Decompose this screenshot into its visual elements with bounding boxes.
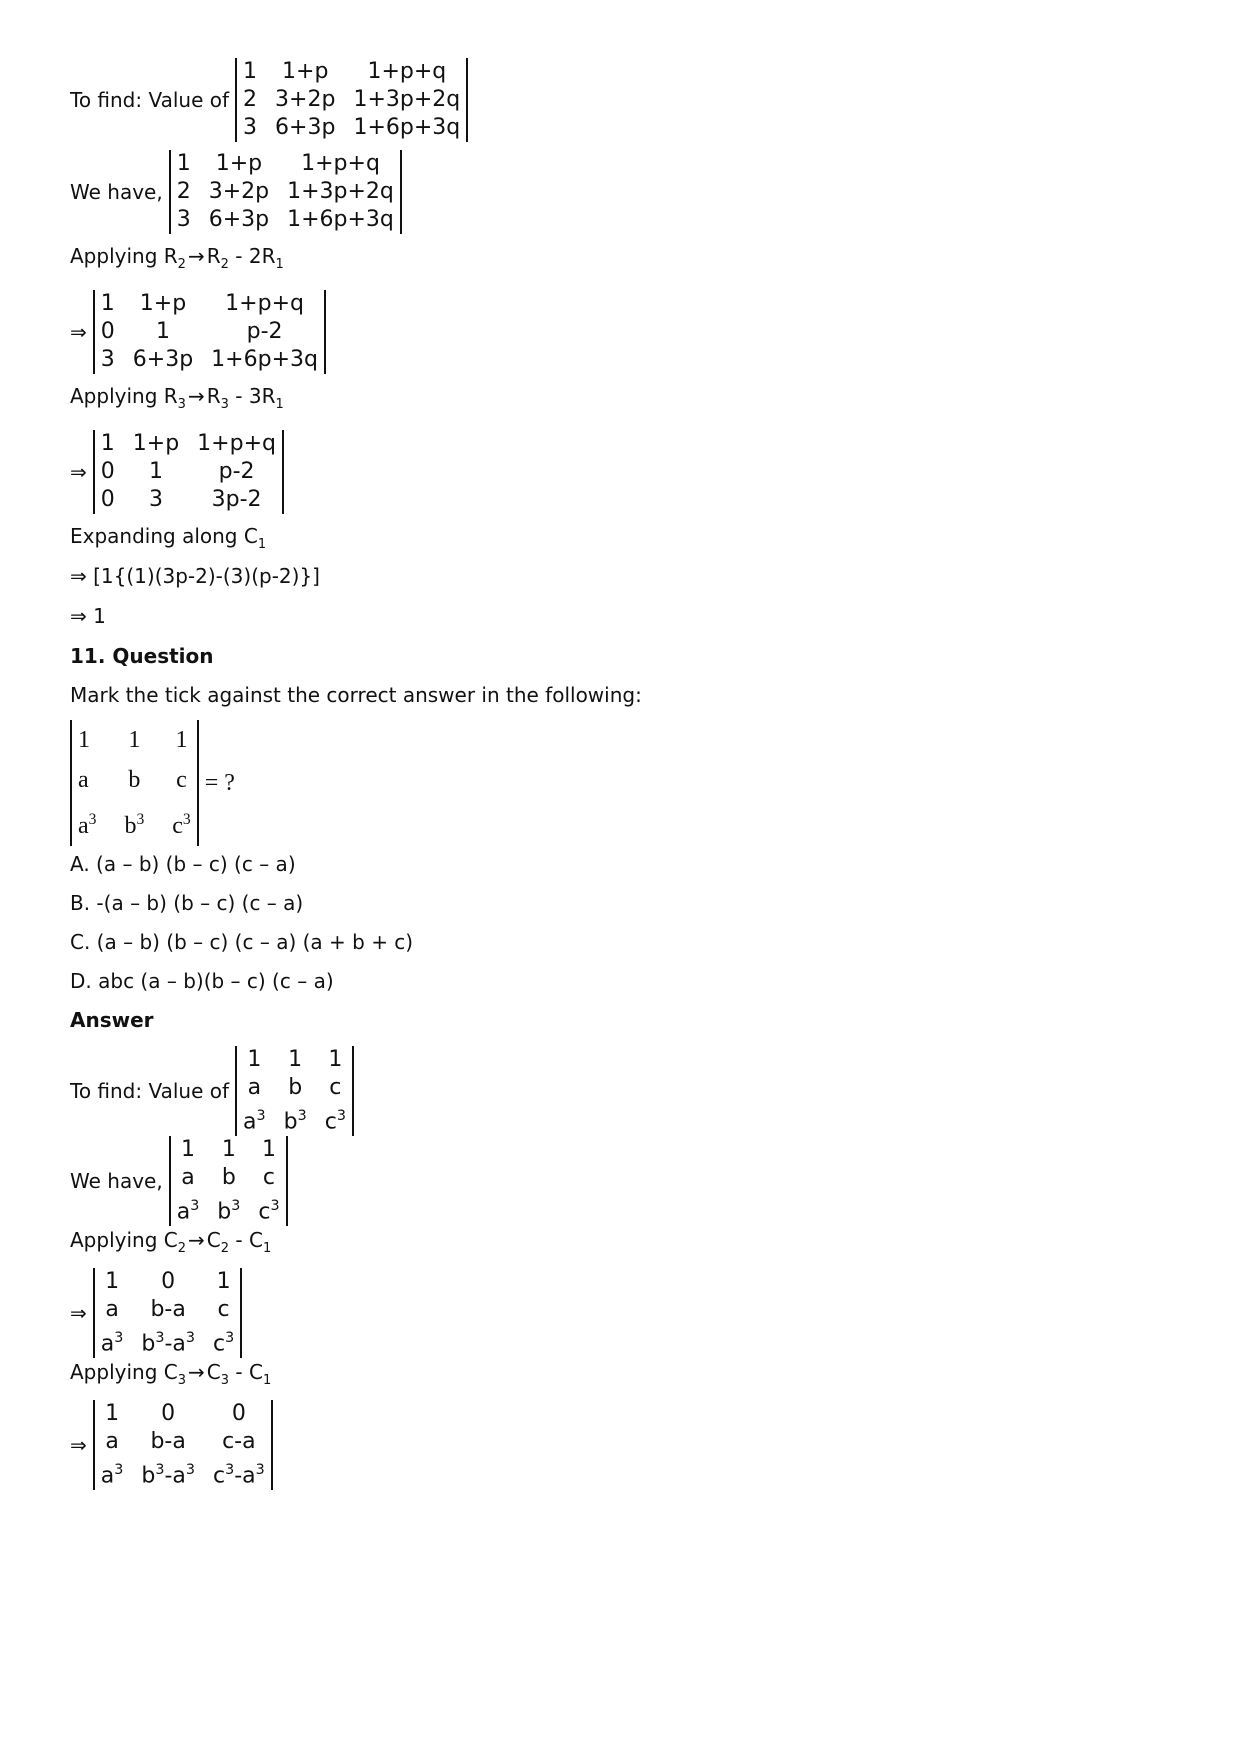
implies-symbol: ⇒ [70, 1433, 87, 1458]
matrix-cell: 1 [100, 431, 115, 456]
matrix-cell: 1+p [132, 431, 180, 456]
matrix-cell: 1 [148, 459, 163, 484]
question-row [70, 720, 235, 846]
step1-row [70, 290, 326, 374]
matrix-cell: c [176, 767, 187, 793]
question-instruction: Mark the tick against the correct answer in the following: [70, 683, 642, 707]
step-rhs: $R_3 - 3R_1$ [206, 384, 284, 412]
matrix-cell: a [181, 1165, 195, 1190]
step-lhs: $R_3$ [163, 384, 186, 412]
matrix-cell: c [262, 1165, 276, 1190]
step-rhs: $C_2 - C_1$ [206, 1228, 272, 1256]
we-have-label: We have, [70, 180, 163, 204]
matrix-cell: b-a [150, 1297, 186, 1322]
matrix-cell: 6+3p [275, 115, 336, 140]
we-have-row [70, 150, 402, 234]
step-label: Applying [70, 1360, 158, 1384]
step-rhs: $C_3 - C_1$ [206, 1360, 272, 1388]
matrix-cell: $a^3$ [78, 811, 97, 839]
matrix-cell: b [221, 1165, 236, 1190]
option-c: C. (a – b) (b – c) (c – a) (a + b + c) [70, 930, 414, 954]
matrix-cell: 1 [221, 1137, 236, 1162]
expansion-line: ⇒ [1{(1)(3p-2)-(3)(p-2)}] [70, 564, 320, 588]
result-line: ⇒ 1 [70, 604, 106, 628]
matrix-cell: 6+3p [208, 207, 270, 232]
determinant-answer-step1 [93, 1268, 242, 1358]
step-lhs: $C_3$ [163, 1360, 187, 1388]
arrow-icon: → [187, 384, 205, 408]
matrix-cell: 3+2p [275, 87, 336, 112]
implies-symbol: ⇒ [70, 460, 87, 484]
matrix-cell: 2 [243, 87, 258, 112]
step-c3 [70, 1360, 271, 1393]
step-label: Applying [70, 384, 158, 408]
determinant-step2 [93, 430, 284, 514]
matrix-cell: 1+6p+3q [287, 207, 394, 232]
matrix-cell: $c^3$ [172, 811, 191, 839]
matrix-cell: 3 [243, 115, 258, 140]
matrix-cell: 0 [100, 487, 115, 512]
answer-to-find-row [70, 1046, 354, 1136]
matrix-cell: 1+p+q [301, 151, 380, 176]
matrix-cell: 3 [148, 487, 163, 512]
matrix-cell: $b^3-a^3$ [141, 1330, 195, 1357]
matrix-cell: $b^3$ [124, 811, 145, 839]
determinant-we-have [169, 150, 402, 234]
we-have-label: We have, [70, 1169, 163, 1194]
answer-step2-row [70, 1400, 273, 1490]
matrix-cell: $c^3$ [258, 1198, 280, 1225]
matrix-cell: 1 [78, 727, 90, 753]
matrix-cell: 1 [105, 1401, 120, 1426]
determinant-answer-we-have [169, 1136, 288, 1226]
step-lhs: $R_2$ [163, 244, 186, 272]
arrow-icon: → [188, 1228, 205, 1252]
matrix-cell: b [128, 767, 141, 793]
matrix-cell: p-2 [246, 319, 283, 344]
matrix-cell: 1+6p+3q [353, 115, 461, 140]
matrix-cell: 1+3p+2q [287, 179, 394, 204]
matrix-cell: 1+p [215, 151, 263, 176]
matrix-cell: 1 [216, 1269, 231, 1294]
step-c2 [70, 1228, 271, 1261]
matrix-cell: 1+p+q [367, 59, 447, 84]
implies-symbol: ⇒ [70, 320, 87, 344]
arrow-icon: → [188, 1360, 205, 1384]
matrix-cell: $a^3$ [243, 1108, 266, 1135]
matrix-cell: 1 [128, 727, 141, 753]
matrix-cell: 0 [231, 1401, 246, 1426]
step-label: Applying [70, 1228, 158, 1252]
matrix-cell: a [78, 767, 89, 793]
to-find-row [70, 58, 468, 142]
matrix-cell: 3p-2 [211, 487, 262, 512]
matrix-cell: 1 [261, 1137, 276, 1162]
matrix-cell: $a^3$ [100, 1462, 124, 1489]
matrix-cell: 6+3p [132, 347, 194, 372]
implies-symbol: ⇒ [70, 1301, 87, 1326]
matrix-cell: 1+p+q [197, 431, 276, 456]
step2-row [70, 430, 284, 514]
question-heading: 11. Question [70, 644, 214, 668]
determinant-step1 [93, 290, 326, 374]
matrix-cell: 3 [176, 207, 191, 232]
matrix-cell: a [105, 1297, 119, 1322]
matrix-cell: 1+p+q [225, 291, 304, 316]
matrix-cell: 3+2p [208, 179, 270, 204]
matrix-cell: 1 [247, 1047, 262, 1072]
matrix-cell: 1 [328, 1047, 343, 1072]
matrix-cell: 2 [176, 179, 191, 204]
step-lhs: $C_2$ [163, 1228, 187, 1256]
step-r3 [70, 384, 284, 417]
matrix-cell: $c^3$ [212, 1330, 235, 1357]
matrix-cell: 1 [176, 151, 191, 176]
matrix-cell: c [217, 1297, 230, 1322]
option-a: A. (a – b) (b – c) (c – a) [70, 852, 296, 876]
matrix-cell: 1+3p+2q [353, 87, 461, 112]
answer-heading: Answer [70, 1008, 154, 1032]
equals-question: = ? [204, 769, 235, 796]
matrix-cell: b-a [150, 1429, 186, 1454]
determinant-initial [235, 58, 468, 142]
matrix-cell: 1+6p+3q [211, 347, 318, 372]
matrix-cell: 0 [100, 459, 115, 484]
option-b: B. -(a – b) (b – c) (c – a) [70, 891, 304, 915]
matrix-cell: a [247, 1075, 262, 1100]
step-r2 [70, 244, 284, 277]
matrix-cell: 1 [105, 1269, 120, 1294]
matrix-cell: 1 [175, 727, 188, 753]
step-rhs: $R_2 - 2R_1$ [206, 244, 284, 272]
matrix-cell: 1 [100, 291, 115, 316]
answer-step1-row [70, 1268, 242, 1358]
matrix-cell: 0 [161, 1269, 176, 1294]
matrix-cell: 1 [181, 1137, 195, 1162]
matrix-cell: $b^3-a^3$ [141, 1462, 195, 1489]
matrix-cell: $a^3$ [100, 1330, 124, 1357]
matrix-cell: $c^3$ [324, 1108, 346, 1135]
matrix-cell: 1+p [139, 291, 187, 316]
determinant-answer-step2 [93, 1400, 273, 1490]
matrix-cell: b [288, 1075, 303, 1100]
matrix-cell: c [329, 1075, 342, 1100]
matrix-cell: $a^3$ [176, 1198, 200, 1225]
matrix-cell: $b^3$ [283, 1108, 307, 1135]
matrix-cell: 1 [288, 1047, 303, 1072]
matrix-cell: $b^3$ [217, 1198, 241, 1225]
matrix-cell: a [105, 1429, 119, 1454]
option-d: D. abc (a – b)(b – c) (c – a) [70, 969, 334, 993]
matrix-cell: 1 [155, 319, 170, 344]
matrix-cell: 1 [243, 59, 258, 84]
document-page [70, 0, 1240, 1755]
matrix-cell: 0 [100, 319, 115, 344]
determinant-answer-initial [235, 1046, 354, 1136]
determinant-question [70, 720, 199, 846]
matrix-cell: 0 [161, 1401, 176, 1426]
to-find-label: To find: Value of [70, 1079, 230, 1104]
step-label: Applying [70, 244, 158, 268]
matrix-cell: $c^3-a^3$ [212, 1462, 265, 1489]
matrix-cell: p-2 [218, 459, 255, 484]
to-find-label: To find: Value of [70, 88, 230, 112]
matrix-cell: 3 [100, 347, 115, 372]
matrix-cell: 1+p [282, 59, 329, 84]
arrow-icon: → [187, 244, 205, 268]
expand-line: Expanding along $C_1$ [70, 524, 267, 552]
matrix-cell: c-a [222, 1429, 256, 1454]
answer-we-have-row [70, 1136, 288, 1226]
